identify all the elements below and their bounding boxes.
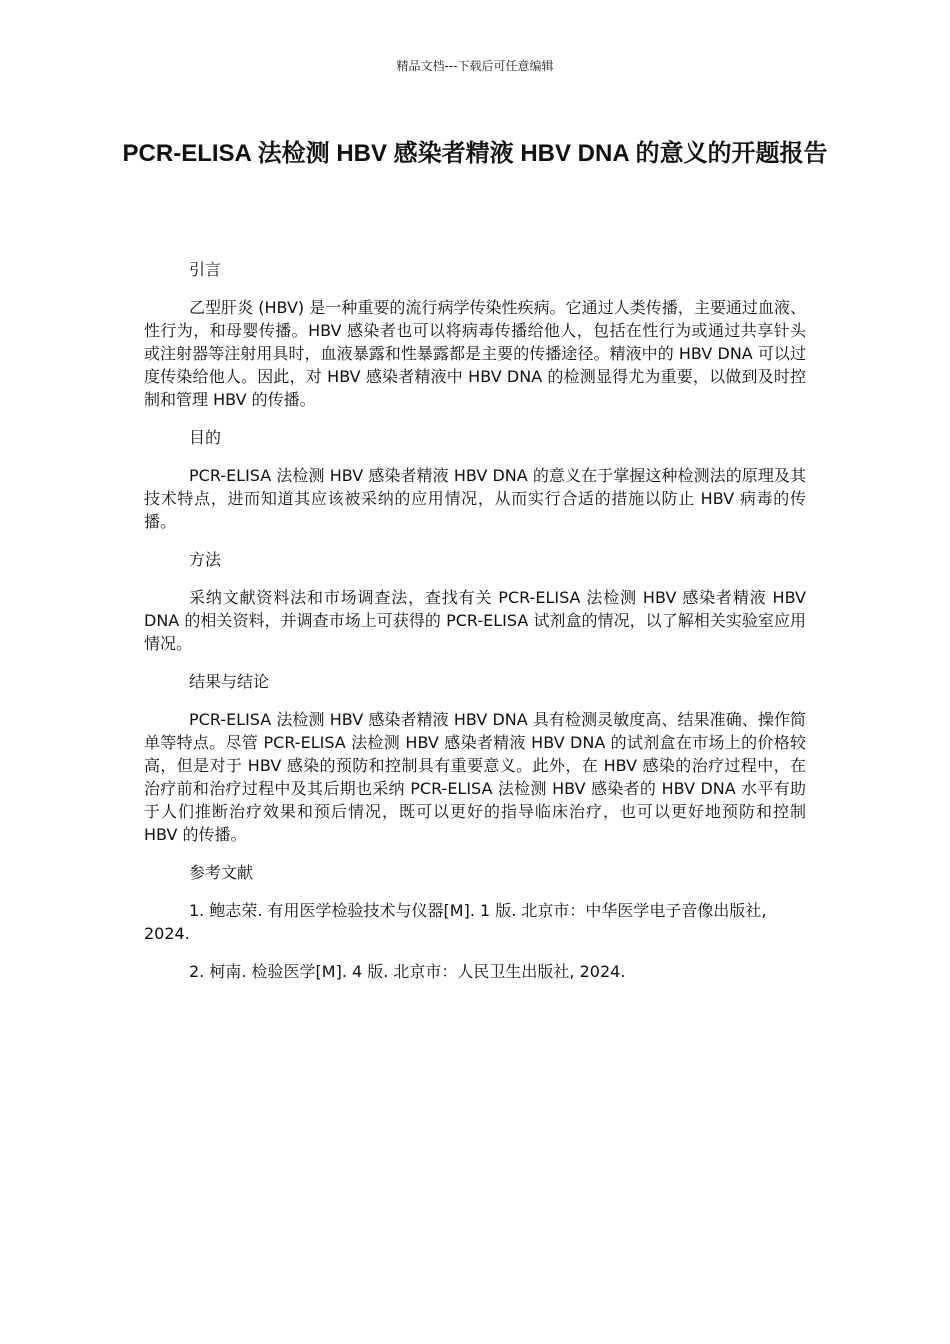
section-results <box>144 670 806 846</box>
reference-item: 1. 鲍志荣. 有用医学检验技术与仪器[M]. 1 版. 北京市：中华医学电子音像出版社, 2024. <box>144 901 767 943</box>
section-references <box>144 861 806 983</box>
section-paragraph: PCR-ELISA 法检测 HBV 感染者精液 HBV DNA 具有检测灵敏度高、结果准确、操作简单等特点。尽管 PCR-ELISA 法检测 HBV 感染者精液 HBV DNA 的试剂盒在市场上的价格较高，但是对于 HBV 感染的预防和控制具有重要意义。此外，在 HBV 感染的治疗过程中，在治疗前和治疗过程中及其后期也采纳 PCR-ELISA 法检测 HBV 感染者的 HBV DNA 水平有助于人们推断治疗效果和预后情况，既可以更好的指导临床治疗，也可以更好地预防和控制 HBV 的传播。 <box>144 710 806 844</box>
section-purpose <box>144 426 806 533</box>
section-introduction <box>144 258 806 411</box>
section-method <box>144 548 806 655</box>
section-heading: 引言 <box>189 260 222 279</box>
section-heading: 目的 <box>189 428 222 447</box>
reference-item: 2. 柯南. 检验医学[M]. 4 版. 北京市：人民卫生出版社, 2024. <box>189 962 626 981</box>
references-heading: 参考文献 <box>189 863 254 882</box>
section-paragraph: 采纳文献资料法和市场调查法，查找有关 PCR-ELISA 法检测 HBV 感染者精液 HBV DNA 的相关资料，并调查市场上可获得的 PCR-ELISA 试剂盒的情况，以了解相关实验室应用情况。 <box>144 588 806 653</box>
document-title: PCR-ELISA 法检测 HBV 感染者精液 HBV DNA 的意义的开题报告 <box>122 140 828 167</box>
document-body <box>144 258 806 998</box>
section-heading: 方法 <box>189 550 222 569</box>
section-paragraph: PCR-ELISA 法检测 HBV 感染者精液 HBV DNA 的意义在于掌握这种检测法的原理及其技术特点，进而知道其应该被采纳的应用情况，从而实行合适的措施以防止 HBV 病毒的传播。 <box>144 466 806 531</box>
section-heading: 结果与结论 <box>189 672 270 691</box>
page-header: 精品文档---下载后可任意编辑 <box>396 59 554 73</box>
section-paragraph: 乙型肝炎 (HBV) 是一种重要的流行病学传染性疾病。它通过人类传播，主要通过血液、性行为，和母婴传播。HBV 感染者也可以将病毒传播给他人，包括在性行为或通过共享针头或注射器等注射用具时，血液暴露和性暴露都是主要的传播途径。精液中的 HBV DNA 可以过度传染给他人。因此，对 HBV 感染者精液中 HBV DNA 的检测显得尤为重要，以做到及时控制和管理 HBV 的传播。 <box>144 298 806 409</box>
